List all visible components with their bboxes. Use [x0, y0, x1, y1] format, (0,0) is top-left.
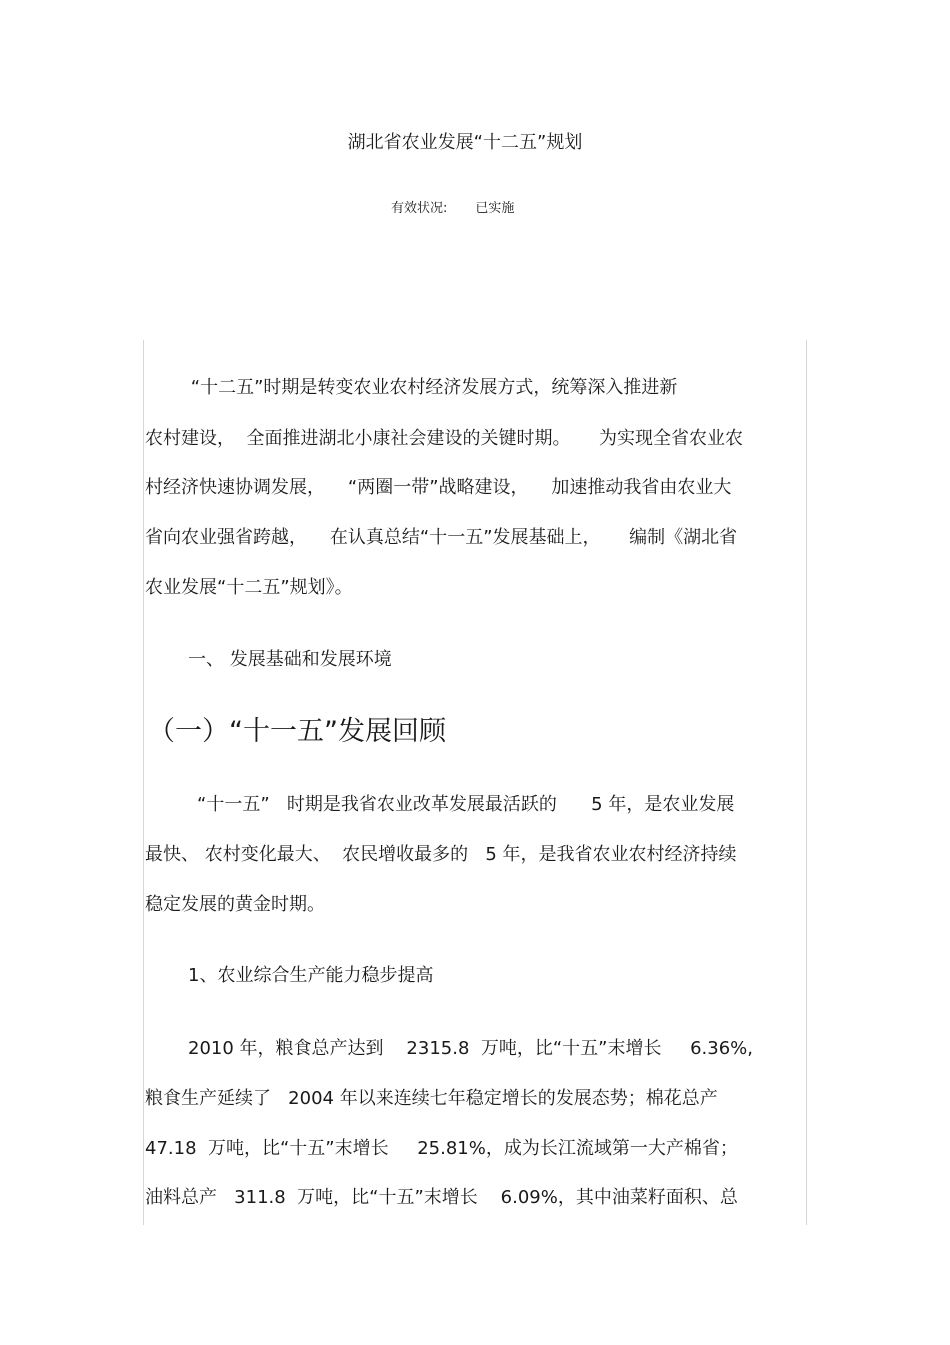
intro-line-2: 农村建设， 全面推进湖北小康社会建设的关键时期。 为实现全省农业农 — [145, 428, 744, 449]
intro-line-3: 村经济快速协调发展， “两圈一带”战略建设， 加速推动我省由农业大 — [145, 477, 732, 498]
production-line-4: 油料总产 311.8 万吨，比“十五”末增长 6.09%，其中油菜籽面积、总 — [145, 1187, 738, 1208]
intro-line-5: 农业发展“十二五”规划》。 — [145, 577, 353, 598]
intro-line-1: “十二五”时期是转变农业农村经济发展方式，统筹深入推进新 — [145, 377, 678, 398]
validity-status — [391, 199, 514, 219]
part1-heading: 一、 发展基础和发展环境 — [188, 649, 392, 670]
intro-line-4: 省向农业强省跨越， 在认真总结“十一五”发展基础上， 编制《湖北省 — [145, 527, 738, 548]
review-line-3: 稳定发展的黄金时期。 — [145, 894, 325, 915]
production-line-2: 粮食生产延续了 2004 年以来连续七年稳定增长的发展态势；棉花总产 — [145, 1088, 718, 1109]
section1-heading: （一）“十一五”发展回顾 — [148, 716, 446, 747]
status-label: 有效状况: — [391, 201, 448, 216]
production-line-3: 47.18 万吨，比“十五”末增长 25.81%，成为长江流域第一大产棉省； — [145, 1138, 738, 1159]
document-title: 湖北省农业发展“十二五”规划 — [347, 132, 583, 153]
status-value: 已实施 — [475, 201, 515, 216]
subsection1-heading: 1、农业综合生产能力稳步提高 — [188, 965, 434, 986]
review-line-1: “十一五” 时期是我省农业改革发展最活跃的 5 年，是农业发展 — [197, 794, 735, 815]
production-line-1: 2010 年，粮食总产达到 2315.8 万吨，比“十五”末增长 6.36%, — [188, 1038, 754, 1059]
review-line-2: 最快、 农村变化最大、 农民增收最多的 5 年，是我省农业农村经济持续 — [145, 844, 737, 865]
